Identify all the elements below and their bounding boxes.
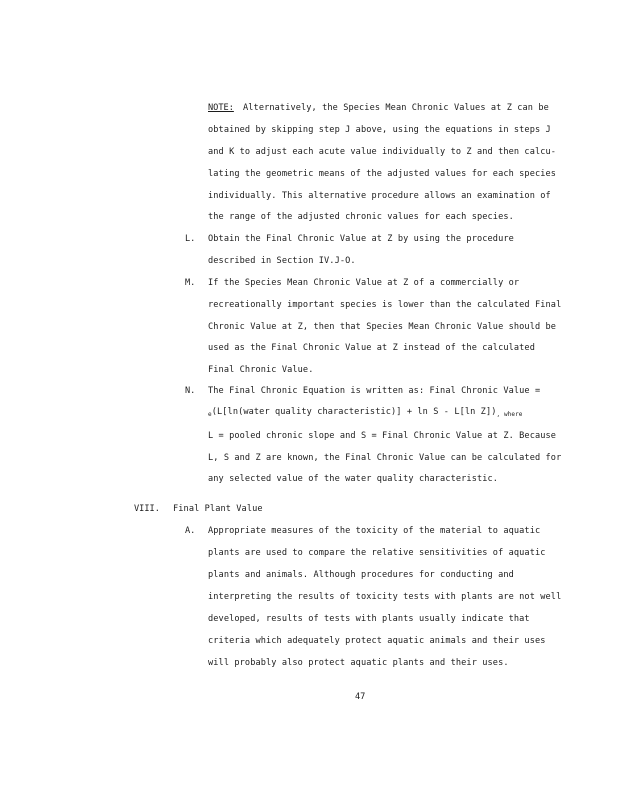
- item-l-line-1: Obtain the Final Chronic Value at Z by using the procedure: [208, 234, 514, 244]
- item-a-line-4: interpreting the results of toxicity tests with plants are not well: [208, 592, 562, 602]
- item-m-line-1: If the Species Mean Chronic Value at Z of a commercially or: [208, 278, 520, 288]
- item-a-line-5: developed, results of tests with plants usually indicate that: [208, 614, 530, 624]
- note-line-2: obtained by skipping step J above, using the equations in steps J: [208, 125, 551, 135]
- item-n-label: N.: [185, 386, 196, 396]
- item-m-line-5: Final Chronic Value.: [208, 365, 314, 375]
- item-n-line-1: The Final Chronic Equation is written as: Final Chronic Value =: [208, 386, 541, 396]
- note-line-1: Alternatively, the Species Mean Chronic Values at Z can be: [243, 103, 549, 113]
- item-a-label: A.: [185, 526, 196, 536]
- equation-base: e: [208, 411, 212, 418]
- item-a-line-3: plants and animals. Although procedures for conducting and: [208, 570, 514, 580]
- item-l-label: L.: [185, 234, 196, 244]
- item-n-line-5: any selected value of the water quality characteristic.: [208, 474, 499, 484]
- note-line-6: the range of the adjusted chronic values for each species.: [208, 212, 514, 222]
- item-a-line-6: criteria which adequately protect aquatic animals and their uses: [208, 636, 546, 646]
- note-line-5: individually. This alternative procedure allows an examination of: [208, 191, 551, 201]
- item-n-line-4: L, S and Z are known, the Final Chronic Value can be calculated for: [208, 453, 562, 463]
- equation-exponent: (L[ln(water quality characteristic)] + ln S - L[ln Z]): [211, 407, 497, 417]
- section-numeral: VIII.: [134, 504, 160, 514]
- item-a-line-7: will probably also protect aquatic plants and their uses.: [208, 658, 509, 668]
- item-m-label: M.: [185, 278, 196, 288]
- section-title: Final Plant Value: [173, 504, 263, 514]
- page-number: 47: [355, 692, 366, 702]
- item-m-line-3: Chronic Value at Z, then that Species Mean Chronic Value should be: [208, 322, 557, 332]
- item-a-line-2: plants are used to compare the relative sensitivities of aquatic: [208, 548, 546, 558]
- note-line-4: lating the geometric means of the adjusted values for each species: [208, 169, 557, 179]
- item-n-line-3: L = pooled chronic slope and S = Final Chronic Value at Z. Because: [208, 431, 557, 441]
- item-l-line-2: described in Section IV.J-O.: [208, 256, 356, 266]
- equation-where: , where: [496, 411, 523, 418]
- note-label: NOTE:: [208, 103, 234, 113]
- item-m-line-4: used as the Final Chronic Value at Z instead of the calculated: [208, 343, 535, 353]
- item-a-line-1: Appropriate measures of the toxicity of the material to aquatic: [208, 526, 541, 536]
- item-m-line-2: recreationally important species is lower than the calculated Final: [208, 300, 562, 310]
- note-line-3: and K to adjust each acute value individually to Z and then calcu-: [208, 147, 557, 157]
- final-chronic-equation: [208, 407, 523, 420]
